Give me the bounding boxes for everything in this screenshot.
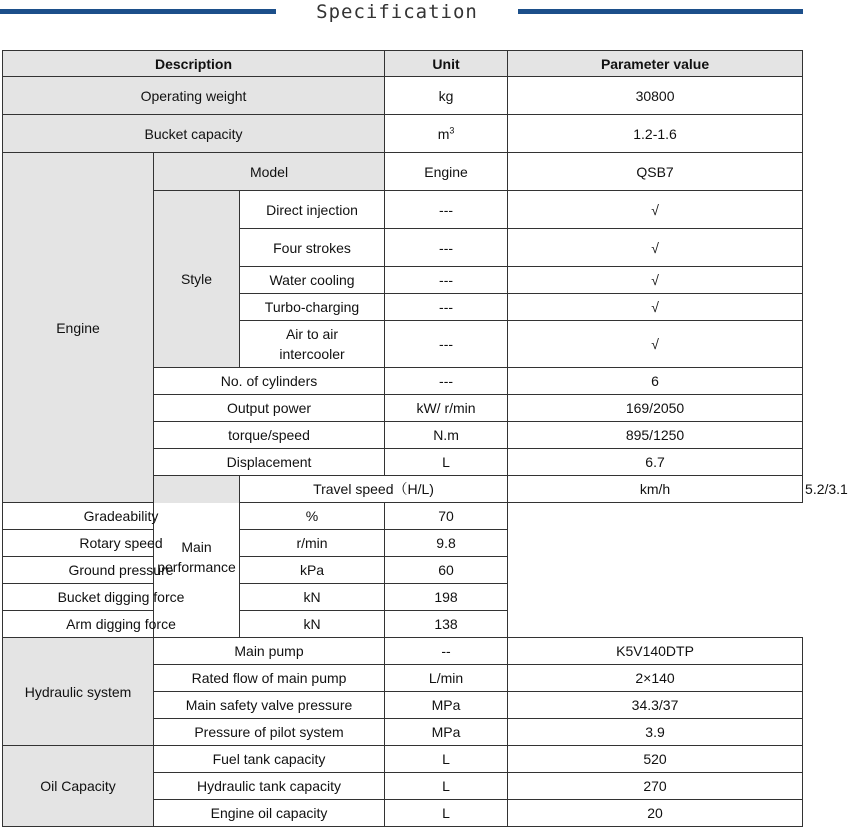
row-label: Main safety valve pressure [154, 692, 385, 719]
table-row [3, 584, 803, 611]
row-label: Rated flow of main pump [154, 665, 385, 692]
row-label: Bucket capacity [3, 115, 385, 153]
row-value: √ [508, 267, 803, 294]
row-value: 169/2050 [508, 395, 803, 422]
row-label [240, 321, 385, 368]
row-unit: L [385, 449, 508, 476]
header-row [3, 51, 803, 77]
table-row [3, 77, 803, 115]
row-value: 34.3/37 [508, 692, 803, 719]
row-label: Rotary speed [3, 530, 240, 557]
row-value: 198 [385, 584, 508, 611]
row-value: 70 [385, 503, 508, 530]
table-row [3, 746, 803, 773]
row-label: torque/speed [154, 422, 385, 449]
title-bar [0, 0, 803, 30]
row-value: 2×140 [508, 665, 803, 692]
row-unit: L/min [385, 665, 508, 692]
row-label: Hydraulic tank capacity [154, 773, 385, 800]
header-description: Description [3, 51, 385, 77]
row-label: Main pump [154, 638, 385, 665]
group-label-oil-capacity: Oil Capacity [3, 746, 154, 827]
row-unit: kg [385, 77, 508, 115]
group-label-main-performance: Main performance [154, 476, 240, 638]
row-label: Displacement [154, 449, 385, 476]
row-unit: kN [240, 611, 385, 638]
row-unit: --- [385, 191, 508, 229]
table-row [3, 530, 803, 557]
row-label: Operating weight [3, 77, 385, 115]
row-unit [385, 115, 508, 153]
row-label: Direct injection [240, 191, 385, 229]
unit-base: m [437, 125, 450, 142]
row-value: √ [508, 321, 803, 368]
header-value: Parameter value [508, 51, 803, 77]
table-row [3, 638, 803, 665]
row-unit: r/min [240, 530, 385, 557]
row-unit: L [385, 746, 508, 773]
row-value: 60 [385, 557, 508, 584]
row-unit: --- [385, 229, 508, 267]
row-unit: kPa [240, 557, 385, 584]
row-label: Gradeability [3, 503, 240, 530]
table-row [3, 153, 803, 191]
row-unit: Engine [385, 153, 508, 191]
row-value: 9.8 [385, 530, 508, 557]
row-value: K5V140DTP [508, 638, 803, 665]
row-value: 6 [508, 368, 803, 395]
row-value: 3.9 [508, 719, 803, 746]
row-unit: --- [385, 321, 508, 368]
row-unit: L [385, 800, 508, 827]
row-unit: km/h [508, 476, 803, 503]
row-unit: --- [385, 267, 508, 294]
group-label-hydraulic-system: Hydraulic system [3, 638, 154, 746]
row-label: Four strokes [240, 229, 385, 267]
unit-superscript: 3 [449, 124, 455, 135]
row-unit: L [385, 773, 508, 800]
row-label: Turbo-charging [240, 294, 385, 321]
header-unit: Unit [385, 51, 508, 77]
row-unit: -- [385, 638, 508, 665]
row-value: 1.2-1.6 [508, 115, 803, 153]
row-unit: MPa [385, 719, 508, 746]
row-unit: kW/ r/min [385, 395, 508, 422]
row-label: Pressure of pilot system [154, 719, 385, 746]
row-label: No. of cylinders [154, 368, 385, 395]
title-divider-left [0, 9, 276, 14]
label-line: intercooler [279, 346, 345, 362]
row-label: Water cooling [240, 267, 385, 294]
style-label: Style [154, 191, 240, 368]
table-row [3, 115, 803, 153]
row-label: Fuel tank capacity [154, 746, 385, 773]
row-value: 30800 [508, 77, 803, 115]
table-row [3, 503, 803, 530]
specification-table [2, 50, 848, 827]
row-unit: kN [240, 584, 385, 611]
row-label: Arm digging force [3, 611, 240, 638]
row-value: √ [508, 191, 803, 229]
group-label-engine: Engine [3, 153, 154, 503]
row-label: Output power [154, 395, 385, 422]
row-unit: N.m [385, 422, 508, 449]
table-row: Main performance Travel speed（H/L) km/h 5.2/3.1 [3, 476, 803, 503]
row-unit: % [240, 503, 385, 530]
row-unit: --- [385, 368, 508, 395]
label-line: Air to air [285, 326, 339, 342]
row-value: 520 [508, 746, 803, 773]
row-unit: MPa [385, 692, 508, 719]
row-value: 20 [508, 800, 803, 827]
table-row [3, 557, 803, 584]
title-divider-right [518, 9, 803, 14]
row-value: √ [508, 229, 803, 267]
row-value: 895/1250 [508, 422, 803, 449]
row-value: √ [508, 294, 803, 321]
row-label: Ground pressure [3, 557, 240, 584]
row-label: Model [154, 153, 385, 191]
table-row [3, 611, 803, 638]
row-value: QSB7 [508, 153, 803, 191]
row-value: 270 [508, 773, 803, 800]
row-label: Engine oil capacity [154, 800, 385, 827]
row-unit: --- [385, 294, 508, 321]
row-label: Travel speed（H/L) [240, 476, 508, 503]
row-label: Bucket digging force [3, 584, 240, 611]
row-value: 138 [385, 611, 508, 638]
row-value: 6.7 [508, 449, 803, 476]
page-title: Specification [316, 1, 478, 23]
